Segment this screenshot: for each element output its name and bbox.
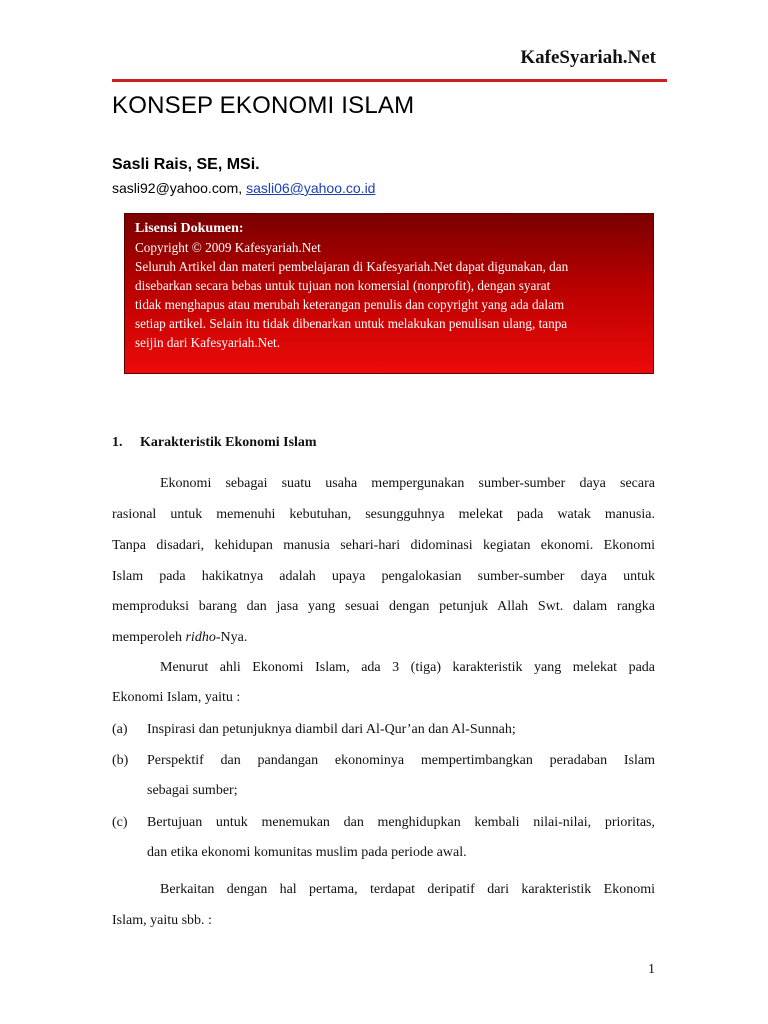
page-title: KONSEP EKONOMI ISLAM	[112, 92, 415, 119]
paragraph-line: Menurut ahli Ekonomi Islam, ada 3 (tiga) karakteristik yang melekat pada	[160, 660, 655, 675]
author-emails	[112, 180, 375, 196]
paragraph-last-line	[112, 629, 655, 647]
list-item-line: Inspirasi dan petunjuknya diambil dari Al-Qur’an dan Al-Sunnah;	[147, 722, 516, 737]
list-item-line: Bertujuan untuk menemukan dan menghidupkan kembali nilai-nilai, prioritas,	[147, 815, 655, 830]
page-number: 1	[648, 962, 655, 977]
license-line: setiap artikel. Selain itu tidak dibenarkan untuk melakukan penulisan ulang, tanpa	[135, 316, 568, 331]
author-name: Sasli Rais, SE, MSi.	[112, 156, 260, 173]
list-item-line: Perspektif dan pandangan ekonominya mempertimbangkan peradaban Islam	[147, 753, 655, 768]
license-title: Lisensi Dokumen:	[135, 221, 244, 236]
paragraph-line: Ekonomi sebagai suatu usaha mempergunakan sumber-sumber daya secara	[160, 476, 655, 491]
paragraph-line: Islam pada hakikatnya adalah upaya pengalokasian sumber-sumber daya untuk	[112, 569, 655, 584]
list-item-line: dan etika ekonomi komunitas muslim pada periode awal.	[147, 845, 467, 860]
site-header: KafeSyariah.Net	[520, 47, 656, 68]
author-email-primary: sasli92@yahoo.com,	[112, 180, 243, 196]
paragraph-line: Tanpa disadari, kehidupan manusia sehari-hari didominasi kegiatan ekonomi. Ekonomi	[112, 538, 655, 553]
header-divider	[112, 79, 667, 82]
section-heading	[112, 435, 317, 451]
paragraph-line: rasional untuk memenuhi kebutuhan, sesungguhnya melekat pada watak manusia.	[112, 507, 655, 522]
license-line: Seluruh Artikel dan materi pembelajaran di Kafesyariah.Net dapat digunakan, dan	[135, 259, 569, 274]
list-label: (c)	[112, 815, 128, 830]
paragraph-line: Berkaitan dengan hal pertama, terdapat deripatif dari karakteristik Ekonomi	[160, 882, 655, 897]
list-label: (b)	[112, 753, 129, 768]
license-line: tidak menghapus atau merubah keterangan penulis dan copyright yang ada dalam	[135, 297, 565, 312]
license-line: Copyright © 2009 Kafesyariah.Net	[135, 240, 321, 255]
list-label: (a)	[112, 722, 128, 737]
italic-term: ridho	[185, 630, 216, 645]
paragraph-line: Islam, yaitu sbb. :	[112, 913, 212, 928]
paragraph-line: Ekonomi Islam, yaitu :	[112, 690, 241, 705]
section-number: 1.	[112, 435, 123, 450]
section-title: Karakteristik Ekonomi Islam	[140, 435, 317, 450]
license-box	[124, 213, 654, 374]
text-fragment: -Nya.	[215, 630, 248, 645]
text-fragment: memperoleh	[112, 630, 186, 645]
author-email-link[interactable]: sasli06@yahoo.co.id	[246, 180, 376, 196]
license-line: disebarkan secara bebas untuk tujuan non komersial (nonprofit), dengan syarat	[135, 278, 551, 293]
list-item-line: sebagai sumber;	[147, 783, 238, 798]
license-line: seijin dari Kafesyariah.Net.	[135, 335, 281, 350]
paragraph-line: memproduksi barang dan jasa yang sesuai dengan petunjuk Allah Swt. dalam rangka	[112, 599, 655, 614]
